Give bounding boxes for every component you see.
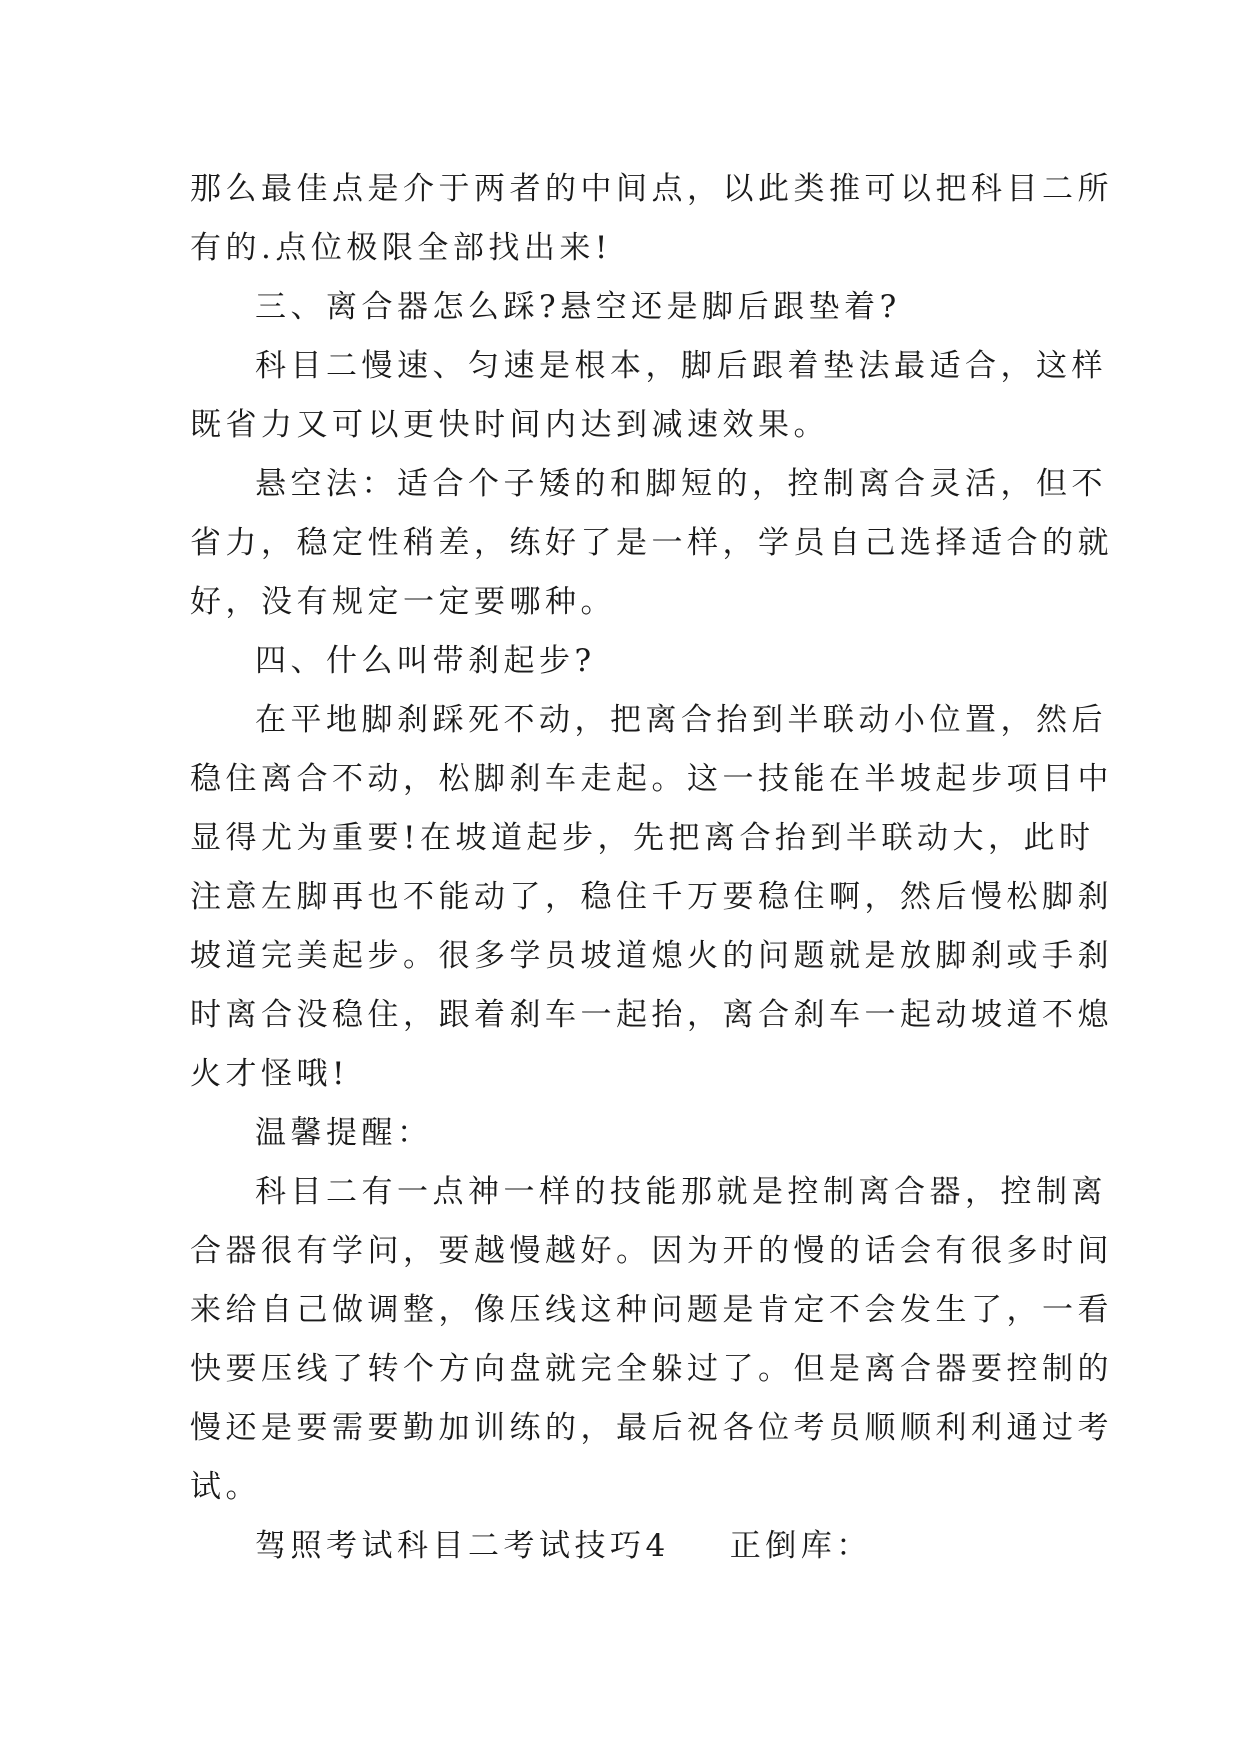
paragraph-line: 火才怪哦! [190,1056,349,1092]
paragraph-line: 试。 [190,1469,261,1505]
document-body [190,160,1113,1576]
paragraph-line: 省力，稳定性稍差，练好了是一样，学员自己选择适合的就 [190,525,1113,561]
final-title: 驾照考试科目二考试技巧4 [255,1528,670,1564]
paragraph-line: 合器很有学问，要越慢越好。因为开的慢的话会有很多时间 [190,1233,1113,1269]
paragraph-line: 快要压线了转个方向盘就完全躲过了。但是离合器要控制的 [190,1351,1113,1387]
paragraph-line: 来给自己做调整，像压线这种问题是肯定不会发生了，一看 [190,1292,1113,1328]
paragraph-line: 坡道完美起步。很多学员坡道熄火的问题就是放脚刹或手刹 [190,938,1113,974]
paragraph-line: 既省力又可以更快时间内达到减速效果。 [190,407,829,443]
paragraph-line: 好，没有规定一定要哪种。 [190,584,616,620]
section-heading: 三、离合器怎么踩?悬空还是脚后跟垫着? [255,289,901,325]
section-heading: 四、什么叫带刹起步? [255,643,596,679]
paragraph-line: 有的.点位极限全部找出来! [190,230,612,266]
paragraph-line: 悬空法：适合个子矮的和脚短的，控制离合灵活，但不 [255,466,1107,502]
paragraph-line: 在平地脚刹踩死不动，把离合抬到半联动小位置，然后 [255,702,1107,738]
paragraph-line: 稳住离合不动，松脚刹车走起。这一技能在半坡起步项目中 [190,761,1113,797]
final-heading [190,1517,1050,1576]
paragraph-line: 注意左脚再也不能动了，稳住千万要稳住啊，然后慢松脚刹 [190,879,1113,915]
paragraph-line: 科目二慢速、匀速是根本，脚后跟着垫法最适合，这样 [255,348,1107,384]
paragraph-line: 那么最佳点是介于两者的中间点，以此类推可以把科目二所 [190,171,1113,207]
paragraph-line: 慢还是要需要勤加训练的，最后祝各位考员顺顺利利通过考 [190,1410,1113,1446]
paragraph-line: 时离合没稳住，跟着刹车一起抬，离合刹车一起动坡道不熄 [190,997,1113,1033]
paragraph-line: 科目二有一点神一样的技能那就是控制离合器，控制离 [255,1174,1107,1210]
section-heading: 温馨提醒： [255,1115,433,1151]
final-subtitle: 正倒库： [729,1528,872,1564]
paragraph-line: 显得尤为重要!在坡道起步，先把离合抬到半联动大，此时 [190,820,1095,856]
